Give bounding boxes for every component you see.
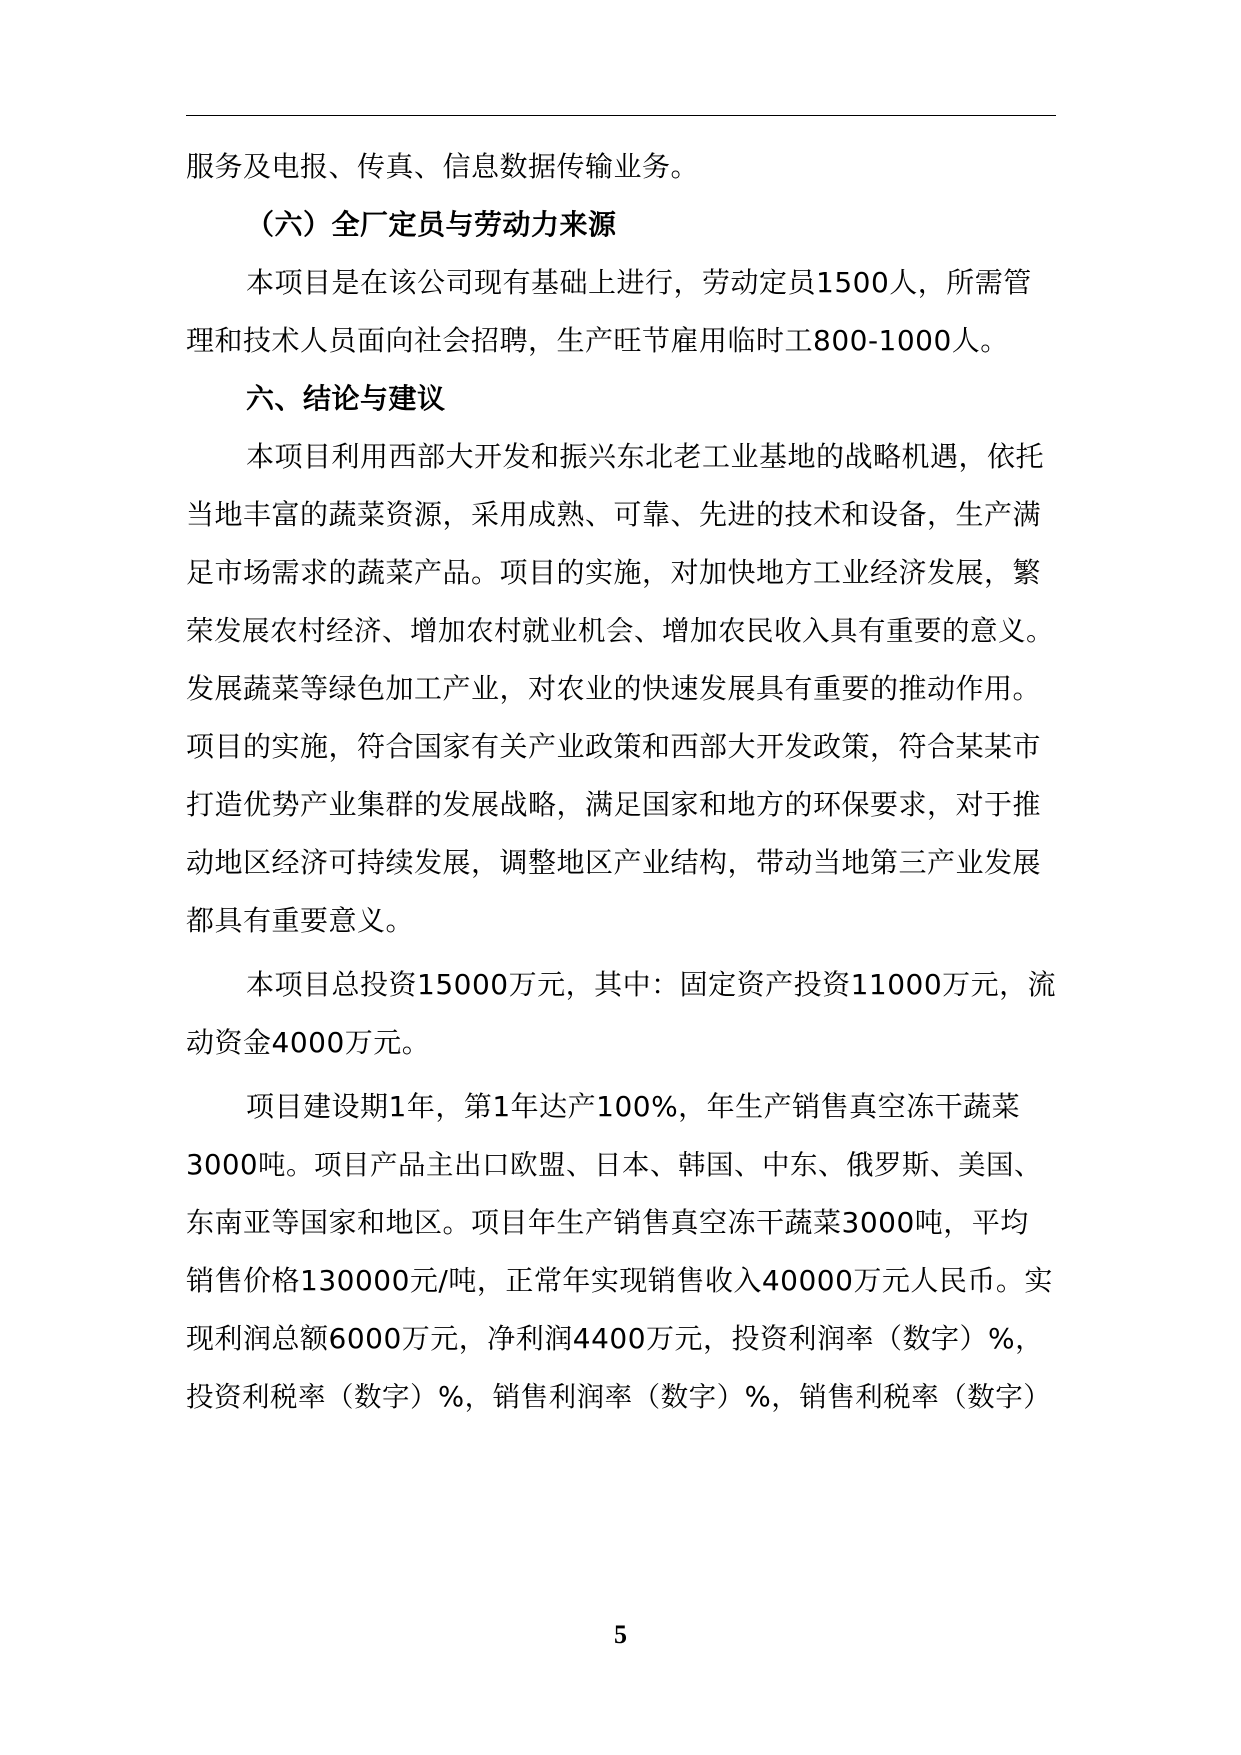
body-text-line: 项目的实施，符合国家有关产业政策和西部大开发政策，符合某某市 <box>186 730 1042 763</box>
body-text-line: 服务及电报、传真、信息数据传输业务。 <box>186 150 700 183</box>
page-number: 5 <box>614 1620 627 1649</box>
body-text-line: 当地丰富的蔬菜资源，采用成熟、可靠、先进的技术和设备，生产满 <box>186 498 1042 531</box>
header-rule <box>186 115 1056 116</box>
body-text-line: 理和技术人员面向社会招聘，生产旺节雇用临时工800-1000人。 <box>186 324 1009 357</box>
body-text-line: 足市场需求的蔬菜产品。项目的实施，对加快地方工业经济发展，繁 <box>186 556 1042 589</box>
body-text-line: 本项目是在该公司现有基础上进行，劳动定员1500人，所需管 <box>246 266 1032 299</box>
body-text-line: 销售价格130000元/吨，正常年实现销售收入40000万元人民币。实 <box>186 1264 1053 1297</box>
body-text-line: 3000吨。项目产品主出口欧盟、日本、韩国、中东、俄罗斯、美国、 <box>186 1149 1042 1181</box>
body-text-line: 本项目利用西部大开发和振兴东北老工业基地的战略机遇，依托 <box>246 440 1045 473</box>
section-heading: （六）全厂定员与劳动力来源 <box>246 208 617 241</box>
body-text-line: 现利润总额6000万元，净利润4400万元，投资利润率（数字）%， <box>186 1322 1044 1355</box>
body-text-line: 打造优势产业集群的发展战略，满足国家和地方的环保要求，对于推 <box>186 788 1042 821</box>
body-text-line: 发展蔬菜等绿色加工产业，对农业的快速发展具有重要的推动作用。 <box>186 672 1042 705</box>
body-text-line: 项目建设期1年，第1年达产100%，年生产销售真空冻干蔬菜 <box>246 1090 1021 1123</box>
body-text-line: 动地区经济可持续发展，调整地区产业结构，带动当地第三产业发展 <box>186 846 1042 879</box>
chapter-heading: 六、结论与建议 <box>246 382 446 415</box>
body-text-line: 东南亚等国家和地区。项目年生产销售真空冻干蔬菜3000吨，平均 <box>186 1206 1029 1239</box>
body-text-line: 都具有重要意义。 <box>186 904 415 937</box>
body-text-line: 动资金4000万元。 <box>186 1026 431 1059</box>
body-text-line: 本项目总投资15000万元，其中：固定资产投资11000万元，流 <box>246 968 1057 1001</box>
body-text-line: 荣发展农村经济、增加农村就业机会、增加农民收入具有重要的意义。 <box>186 615 1054 647</box>
body-text-line: 投资利税率（数字）%，销售利润率（数字）%，销售利税率（数字） <box>186 1381 1052 1413</box>
